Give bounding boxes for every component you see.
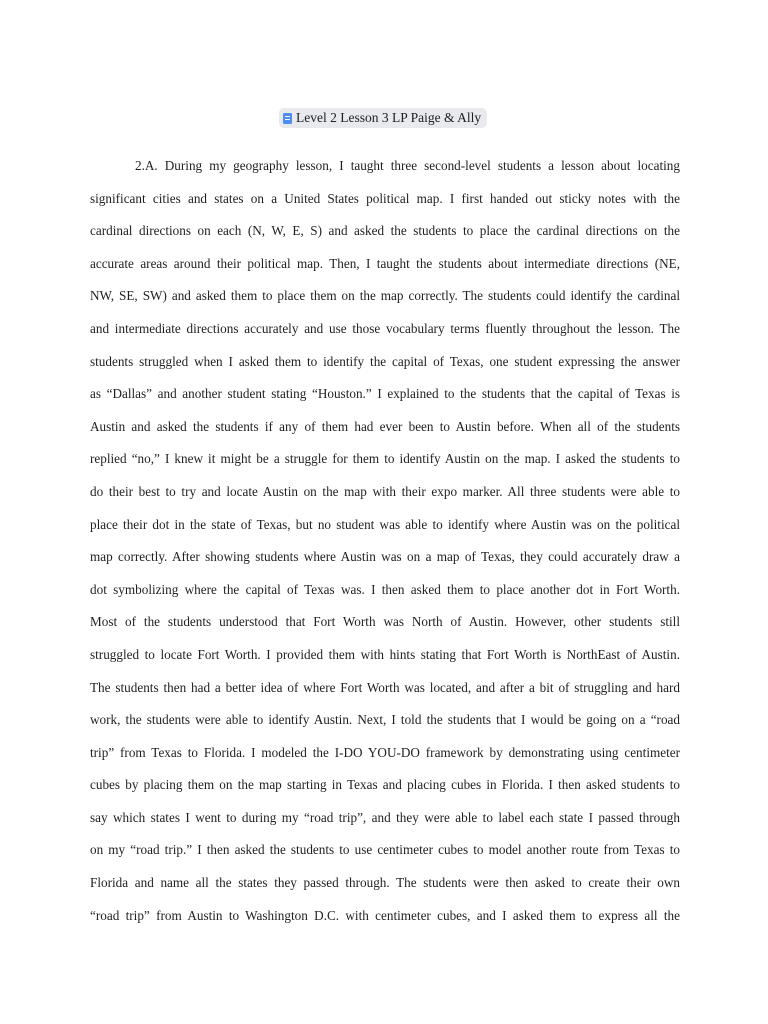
- paragraph-line: struggled to locate Fort Worth. I provided them with hints stating that Fort Worth is NorthEast of Austin.: [90, 646, 680, 662]
- paragraph-line: work, the students were able to identify Austin. Next, I told the students that I would be going on a “road: [90, 712, 680, 728]
- paragraph-line: and intermediate directions accurately and use those vocabulary terms fluently throughout the lesson. The: [90, 320, 680, 336]
- paragraph-line: place their dot in the state of Texas, but no student was able to identify where Austin was on the political: [90, 516, 680, 532]
- paragraph-line: NW, SE, SW) and asked them to place them on the map correctly. The students could identify the cardinal: [90, 288, 680, 304]
- paragraph-line: trip” from Texas to Florida. I modeled the I-DO YOU-DO framework by demonstrating using centimeter: [90, 744, 680, 760]
- paragraph-line: students struggled when I asked them to identify the capital of Texas, one student expressing the answer: [90, 353, 680, 369]
- paragraph-line: Florida and name all the states they passed through. The students were then asked to create their own: [90, 875, 680, 891]
- document-body: [90, 150, 680, 932]
- paragraph-line: accurate areas around their political map. Then, I taught the students about intermediate directions (NE,: [90, 255, 680, 271]
- document-title-chip[interactable]: [279, 108, 487, 128]
- paragraph-line: map correctly. After showing students where Austin was on a map of Texas, they could accurately draw a: [90, 549, 680, 565]
- paragraph-line: Most of the students understood that Fort Worth was North of Austin. However, other students still: [90, 614, 680, 630]
- paragraph-line: as “Dallas” and another student stating “Houston.” I explained to the students that the capital of Texas is: [90, 386, 680, 402]
- paragraph-line: cardinal directions on each (N, W, E, S) and asked the students to place the cardinal directions on the: [90, 223, 680, 239]
- paragraph-line: cubes by placing them on the map starting in Texas and placing cubes in Florida. I then asked students to: [90, 777, 680, 793]
- document-icon: [283, 113, 292, 124]
- paragraph-line: The students then had a better idea of where Fort Worth was located, and after a bit of struggling and hard: [90, 679, 680, 695]
- paragraph-line: dot symbolizing where the capital of Texas was. I then asked them to place another dot in Fort Worth.: [90, 581, 680, 597]
- paragraph-line: on my “road trip.” I then asked the students to use centimeter cubes to model another route from Texas to: [90, 842, 680, 858]
- paragraph-line: do their best to try and locate Austin on the map with their expo marker. All three students were able to: [90, 483, 680, 499]
- paragraph-line: 2.A. During my geography lesson, I taught three second-level students a lesson about locating: [135, 158, 680, 173]
- paragraph-line: significant cities and states on a United States political map. I first handed out sticky notes with the: [90, 190, 680, 206]
- paragraph-line: say which states I went to during my “road trip”, and they were able to label each state I passed through: [90, 809, 680, 825]
- paragraph-line: Austin and asked the students if any of them had ever been to Austin before. When all of the students: [90, 418, 680, 434]
- paragraph-line: “road trip” from Austin to Washington D.C. with centimeter cubes, and I asked them to express all the: [90, 907, 680, 923]
- paragraph-line: replied “no,” I knew it might be a struggle for them to identify Austin on the map. I asked the students to: [90, 451, 680, 467]
- document-title: Level 2 Lesson 3 LP Paige & Ally: [296, 110, 482, 125]
